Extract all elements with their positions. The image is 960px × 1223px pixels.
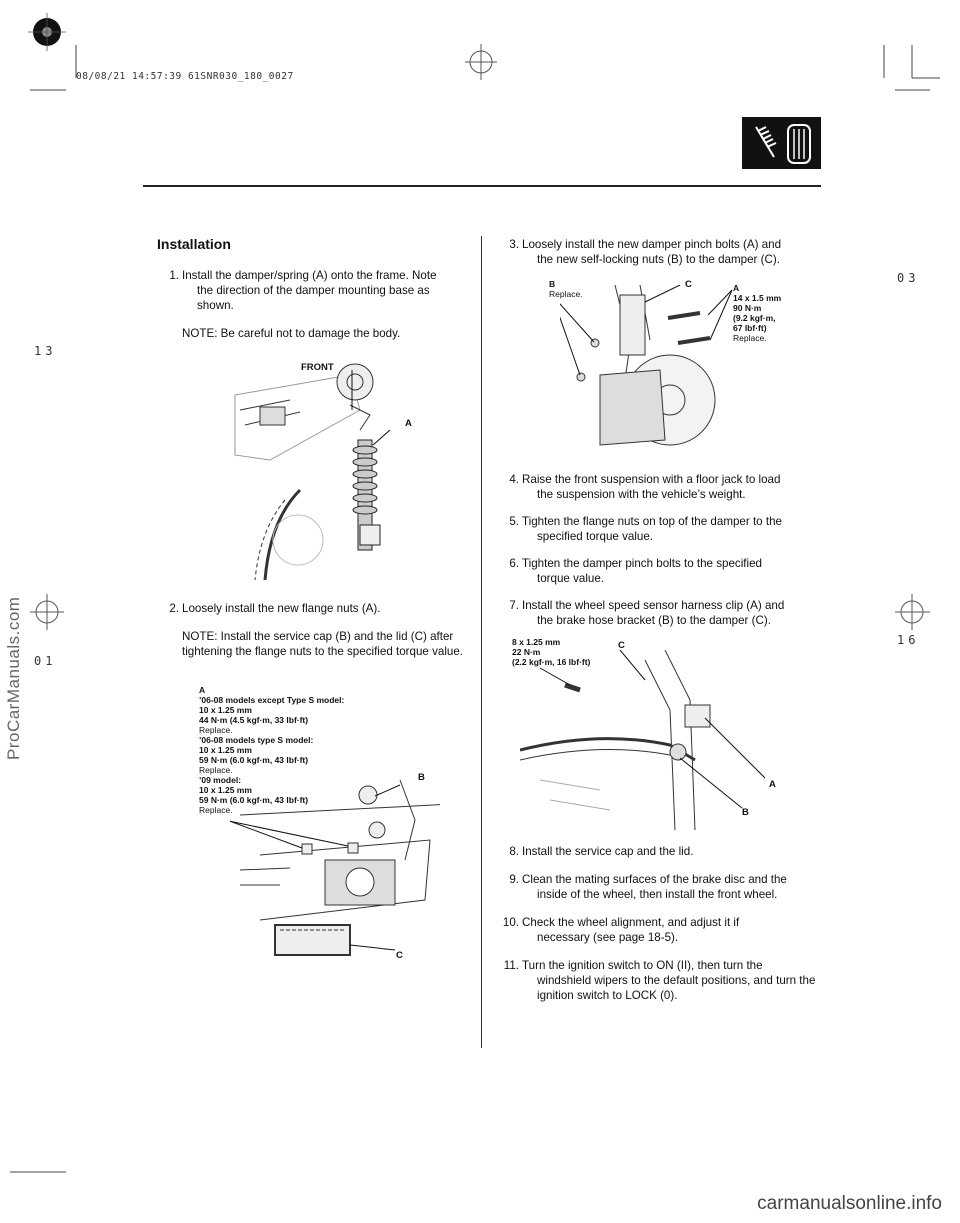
step-text-cont: torque value. <box>537 572 605 585</box>
fig3-a-torque3: 67 lbf·ft) <box>733 323 767 333</box>
fig2-label-b: B <box>418 772 425 783</box>
step-number: 9. <box>509 873 519 886</box>
step-text: Install the wheel speed sensor harness clip (A) and <box>522 599 785 612</box>
step-text-cont: the direction of the damper mounting base as shown. <box>197 284 430 312</box>
column-divider <box>481 236 482 1048</box>
step-text-cont: the new self-locking nuts (B) to the damper (C). <box>537 253 780 266</box>
fig2-m2-torque: 59 N·m (6.0 kgf·m, 43 lbf·ft) <box>199 755 309 765</box>
step-number: 5. <box>509 515 519 528</box>
step-text: Tighten the flange nuts on top of the damper to the <box>522 515 782 528</box>
fig2-m3-size: 10 x 1.25 mm <box>199 785 252 795</box>
margin-mark-left-top: 13 <box>34 344 57 358</box>
fig3-b-note: Replace. <box>549 289 583 299</box>
fig3-label-b: B <box>549 279 556 289</box>
step-text-cont: inside of the wheel, then install the front wheel. <box>537 888 778 901</box>
fig2-m3-title: ’09 model: <box>199 775 242 785</box>
step-text: Loosely install the new flange nuts (A). <box>182 602 381 615</box>
step-number: 10. <box>502 916 519 929</box>
figure-harness-clip <box>520 650 780 830</box>
figure-flange-nuts <box>230 760 440 980</box>
fig3-a-size: 14 x 1.5 mm <box>733 293 782 303</box>
fig4-label-b: B <box>742 807 749 818</box>
fig3-b-callout <box>549 279 583 299</box>
figure-damper-install <box>230 350 430 580</box>
fig2-m1-torque: 44 N·m (4.5 kgf·m, 33 lbf·ft) <box>199 715 309 725</box>
fig3-label-a: A <box>733 283 740 293</box>
fig3-a-torque2: (9.2 kgf·m, <box>733 313 776 323</box>
fig4-label-a: A <box>769 779 776 790</box>
step-number: 8. <box>509 845 519 858</box>
fig1-label-a: A <box>405 418 412 429</box>
step-note: NOTE: Install the service cap (B) and the lid (C) after tightening the flange nuts to the specified torque value. <box>182 630 464 658</box>
fig2-m2-title: ’06-08 models type S model: <box>199 735 314 745</box>
fig2-label-c: C <box>396 950 403 961</box>
fig2-m1-size: 10 x 1.25 mm <box>199 705 252 715</box>
section-title: Installation <box>157 236 231 252</box>
fig2-m1-note: Replace. <box>199 725 233 735</box>
fig3-label-c: C <box>685 279 692 290</box>
fig2-m3-torque: 59 N·m (6.0 kgf·m, 43 lbf·ft) <box>199 795 309 805</box>
step-text: Raise the front suspension with a floor jack to load <box>522 473 781 486</box>
fig3-a-callout <box>733 283 781 343</box>
fig2-m3-note: Replace. <box>199 805 233 815</box>
step-text: Turn the ignition switch to ON (II), then turn the <box>522 959 763 972</box>
step-number: 3. <box>509 238 519 251</box>
step-number: 6. <box>509 557 519 570</box>
fig4-torque2: (2.2 kgf·m, 16 lbf·ft) <box>512 657 591 667</box>
fig2-label-a: A <box>199 685 206 695</box>
step-text-cont: the brake hose bracket (B) to the damper (C). <box>537 614 771 627</box>
step-number: 2. <box>169 602 179 615</box>
fig4-size: 8 x 1.25 mm <box>512 637 561 647</box>
fig2-m2-note: Replace. <box>199 765 233 775</box>
step-text: Clean the mating surfaces of the brake disc and the <box>522 873 787 886</box>
shock-absorber-icon <box>742 117 821 169</box>
margin-mark-left-bottom: 01 <box>34 654 57 668</box>
margin-mark-right-top: 03 <box>897 271 920 285</box>
step-text-cont: the suspension with the vehicle’s weight. <box>537 488 746 501</box>
header-rule <box>143 185 821 187</box>
fig2-m2-size: 10 x 1.25 mm <box>199 745 252 755</box>
step-text: Tighten the damper pinch bolts to the specified <box>522 557 762 570</box>
fig4-label-c: C <box>618 640 625 651</box>
fig4-torque1: 22 N·m <box>512 647 541 657</box>
fig1-front-label: FRONT <box>301 362 334 373</box>
damper-spring <box>353 440 380 550</box>
fig3-a-torque1: 90 N·m <box>733 303 762 313</box>
step-number: 11. <box>503 959 519 972</box>
step-text-cont: necessary (see page 18-5). <box>537 931 679 944</box>
step-note: NOTE: Be careful not to damage the body. <box>182 327 401 340</box>
step-number: 4. <box>509 473 519 486</box>
step-text-cont: specified torque value. <box>537 530 654 543</box>
step-text: Install the service cap and the lid. <box>522 845 694 858</box>
step-text: Install the damper/spring (A) onto the frame. Note <box>182 269 437 282</box>
step-number: 7. <box>509 599 519 612</box>
print-stamp: 08/08/21 14:57:39 61SNR030_180_0027 <box>76 71 294 82</box>
footer-watermark: carmanualsonline.info <box>757 1193 942 1214</box>
step-text: Check the wheel alignment, and adjust it if <box>522 916 740 929</box>
side-watermark: ProCarManuals.com <box>4 596 23 760</box>
step-text-cont: windshield wipers to the default positions, and turn the ignition switch to LOCK (0). <box>537 974 816 1002</box>
step-number: 1. <box>169 269 179 282</box>
margin-mark-right-bottom: 16 <box>897 633 920 647</box>
fig3-a-note: Replace. <box>733 333 767 343</box>
step-text: Loosely install the new damper pinch bolts (A) and <box>522 238 782 251</box>
suspension-section-tab <box>742 117 821 169</box>
fig2-m1-title: ’06-08 models except Type S model: <box>199 695 345 705</box>
